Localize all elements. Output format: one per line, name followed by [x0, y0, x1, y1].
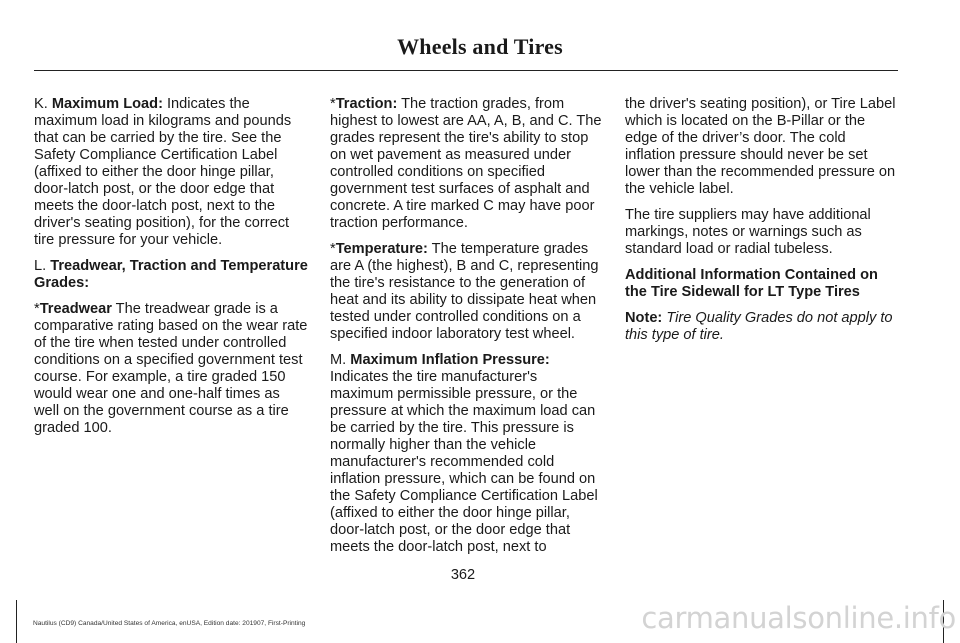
- paragraph-temperature: [330, 241, 604, 343]
- paragraph-text: The treadwear grade is a comparative rating based on the wear rate of the tire when tested under controlled conditions on a specified government test course. For example, a tire graded 150 would wear one and one-half times as well on the government course as a tire graded 100.: [34, 301, 308, 436]
- edition-footer: Nautilus (CD9) Canada/United States of America, enUSA, Edition date: 201907, First-Printing: [33, 620, 306, 627]
- paragraph-text: Indicates the tire manufacturer's maximum permissible pressure, or the pressure at which the maximum load can be carried by the tire. This pressure is normally higher than the vehicle manufacturer's recommended cold inflation pressure, which can be found on the Safety Compliance Certification Label (affixed to either the door hinge pillar, door-latch post, or the door edge that meets the door-latch post, next to: [330, 369, 598, 555]
- paragraph-traction: [330, 96, 604, 232]
- paragraph-max-inflation: [330, 352, 604, 556]
- paragraph-maximum-load: [34, 96, 308, 249]
- item-prefix: *: [330, 96, 336, 112]
- text-column-3: [625, 96, 899, 353]
- section-heading-lt-tires: Additional Information Contained on the Tire Sidewall for LT Type Tires: [625, 267, 878, 300]
- note-label: Note:: [625, 310, 663, 326]
- term-max-inflation: Maximum Inflation Pressure:: [350, 352, 550, 368]
- paragraph-grades-heading: [34, 258, 308, 292]
- item-prefix: M.: [330, 352, 351, 368]
- term-traction: Traction:: [335, 96, 398, 112]
- item-prefix: *: [34, 301, 40, 317]
- note-paragraph: [625, 310, 899, 344]
- term-grades: Treadwear, Traction and Temperature Grades:: [34, 258, 308, 291]
- page-number: 362: [450, 567, 476, 583]
- item-prefix: *: [330, 241, 336, 257]
- paragraph-text: The traction grades, from highest to lowest are AA, A, B, and C. The grades represent the tire's ability to stop on wet pavement as measured under controlled conditions on specified government test surfaces of asphalt and concrete. A tire marked C may have poor traction performance.: [330, 96, 602, 231]
- term-maximum-load: Maximum Load:: [51, 96, 163, 112]
- item-prefix: L.: [34, 258, 51, 274]
- term-temperature: Temperature:: [335, 241, 428, 257]
- paragraph-treadwear: [34, 301, 308, 437]
- text-column-1: [34, 96, 308, 446]
- paragraph-continued: the driver's seating position), or Tire Label which is located on the B-Pillar or the edge of the driver’s door. The cold inflation pressure should never be set lower than the recommended pressure on the vehicle label.: [625, 96, 896, 197]
- paragraph-suppliers: The tire suppliers may have additional markings, notes or warnings such as standard load or radial tubeless.: [625, 207, 871, 257]
- note-text: Tire Quality Grades do not apply to this type of tire.: [625, 310, 893, 343]
- paragraph-text: Indicates the maximum load in kilograms and pounds that can be carried by the tire. See the Safety Compliance Certification Label (affixed to either the door hinge pillar, door-latch post, or the door edge that meets the door-latch post, next to the driver's seating position), for the correct tire pressure for your vehicle.: [34, 96, 292, 248]
- text-column-2: [330, 96, 604, 565]
- page-title: Wheels and Tires: [397, 34, 563, 59]
- term-treadwear: Treadwear: [39, 301, 112, 317]
- paragraph-text: The temperature grades are A (the highest), B and C, representing the tire's resistance to the generation of heat and its ability to dissipate heat when tested under controlled conditions on a specified indoor laboratory test wheel.: [330, 241, 599, 342]
- crop-mark-left: [6, 600, 17, 643]
- item-prefix: K.: [34, 96, 52, 112]
- site-watermark: carmanualsonline.info: [641, 601, 956, 635]
- header-divider: [34, 70, 898, 71]
